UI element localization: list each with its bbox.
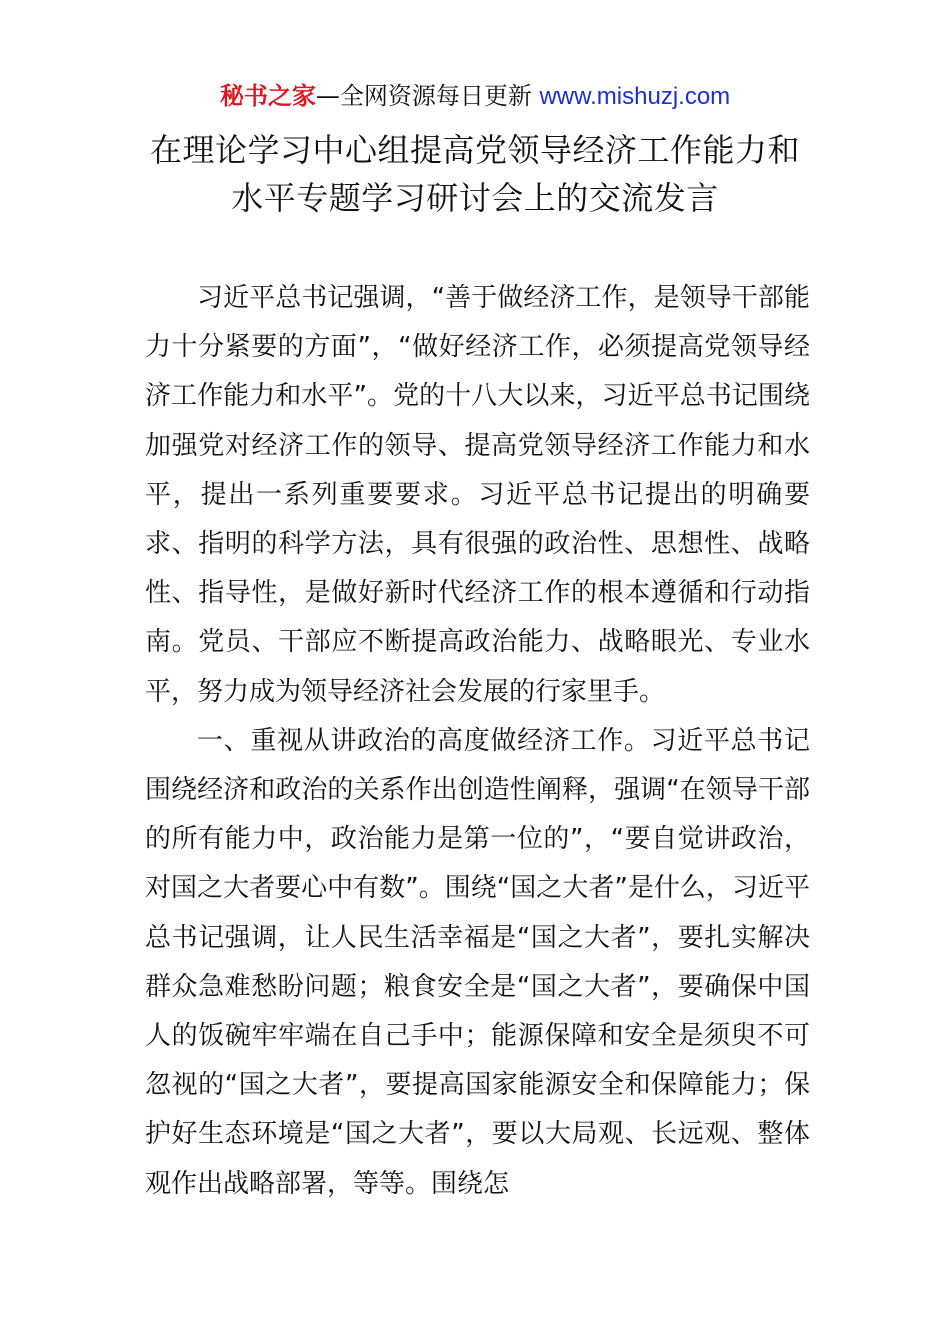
site-brand: 秘书之家	[219, 82, 316, 110]
title-line-2: 水平专题学习研讨会上的交流发言	[231, 179, 719, 217]
site-url-link[interactable]: www.mishuzj.com	[539, 83, 731, 110]
site-tagline: —全网资源每日更新	[315, 82, 532, 110]
body-paragraph-1: 习近平总书记强调，“善于做经济工作，是领导干部能力十分紧要的方面”，“做好经济工作，必须提高党领导经济工作能力和水平”。党的十八大以来，习近平总书记围绕加强党对经济工作的领导、提高党领导经济工作能力和水平，提出一系列重要要求。习近平总书记提出的明确要求、指明的科学方法，具有很强的政治性、思想性、战略性、指导性，是做好新时代经济工作的根本遵循和行动指南。党员、干部应不断提高政治能力、战略眼光、专业水平，努力成为领导经济社会发展的行家里手。	[145, 283, 810, 707]
body-paragraph-2: 一、重视从讲政治的高度做经济工作。习近平总书记围绕经济和政治的关系作出创造性阐释，强调“在领导干部的所有能力中，政治能力是第一位的”，“要自觉讲政治，对国之大者要心中有数”。围绕“国之大者”是什么，习近平总书记强调，让人民生活幸福是“国之大者”，要扎实解决群众急难愁盼问题；粮食安全是“国之大者”，要确保中国人的饭碗牢牢端在自己手中；能源保障和安全是须臾不可忽视的“国之大者”，要提高国家能源安全和保障能力；保护好生态环境是“国之大者”，要以大局观、长远观、整体观作出战略部署，等等。围绕怎	[145, 725, 810, 1199]
site-header	[0, 80, 950, 113]
document-title	[0, 126, 950, 222]
document-body	[145, 274, 810, 1209]
title-line-1: 在理论学习中心组提高党领导经济工作能力和	[149, 131, 800, 169]
